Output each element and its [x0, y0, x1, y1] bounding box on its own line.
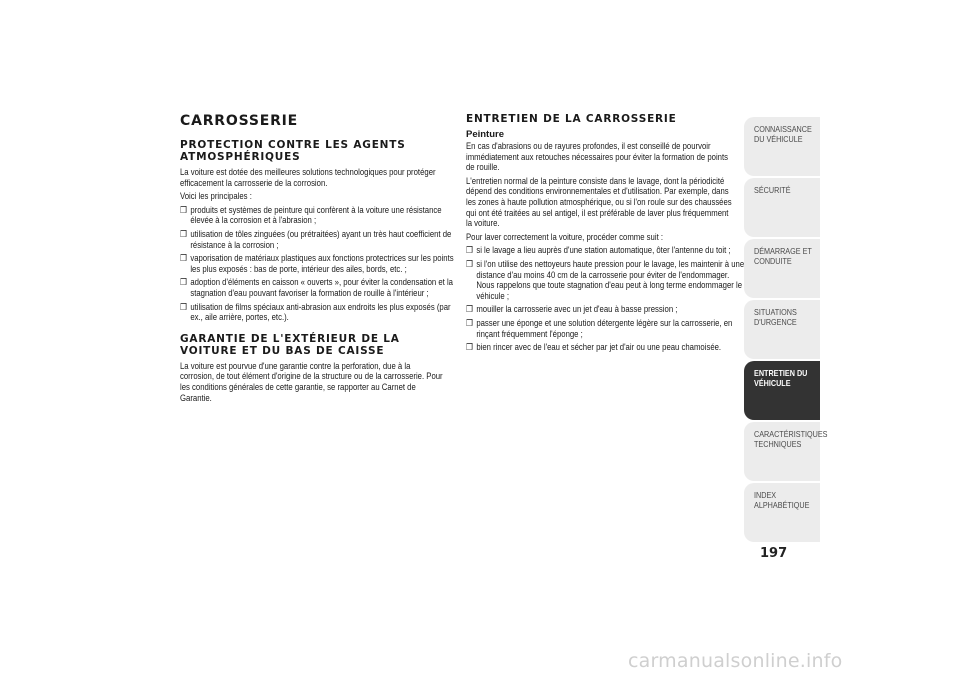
section-heading-guarantee: GARANTIE DE L'EXTÉRIEUR DE LA VOITURE ET DU BAS DE CAISSE [180, 332, 400, 357]
paint-para-1: En cas d'abrasions ou de rayures profondes, il est conseillé de pourvoir immédiatement aux retouches nécessaires pour éviter la formation de points de rouille. [466, 141, 729, 173]
protection-intro: La voiture est dotée des meilleures solutions technologiques pour protéger efficacement la carrosserie de la corrosion. [180, 167, 436, 188]
checkbox-bullet-icon: ❒ [466, 245, 473, 256]
checkbox-bullet-icon: ❒ [466, 304, 473, 315]
list-item: ❒ bien rincer avec de l'eau et sécher par jet d'air ou une peau chamoisée. [466, 342, 722, 353]
list-item: ❒ si le lavage a lieu auprès d'une station automatique, ôter l'antenne du toit ; [466, 245, 731, 256]
tab-securite[interactable]: SÉCURITÉ [744, 178, 820, 237]
list-item: ❒ produits et systèmes de peinture qui confèrent à la voiture une résistance élevée à la corrosion et à l'abrasion ; [180, 204, 442, 226]
tab-index-alphabetique[interactable]: INDEX ALPHABÉTIQUE [744, 483, 820, 542]
wash-list [466, 245, 745, 353]
list-item: ❒ utilisation de films spéciaux anti-abrasion aux endroits les plus exposés (par ex., aile arrière, portes, etc.). [180, 301, 451, 323]
guarantee-body: La voiture est pourvue d'une garantie contre la perforation, due à la corrosion, de tout élément d'origine de la structure ou de la carrosserie. Pour les conditions générales de cette garantie, se rapporter au Carnet de Garantie. [180, 360, 443, 403]
tab-demarrage-et-conduite[interactable]: DÉMARRAGE ET CONDUITE [744, 239, 820, 298]
right-column [466, 113, 745, 356]
wash-lead: Pour laver correctement la voiture, procéder comme suit : [466, 231, 664, 242]
checkbox-bullet-icon: ❒ [180, 228, 187, 239]
checkbox-bullet-icon: ❒ [466, 342, 473, 353]
list-item: ❒ vaporisation de matériaux plastiques aux fonctions protectrices sur les points les plus exposés : bas de porte, intérieur des ailes, bords, etc. ; [180, 253, 454, 274]
subheading-paint: Peinture [466, 129, 505, 140]
protection-list [180, 204, 454, 323]
tab-connaissance-du-vehicule[interactable]: CONNAISSANCE DU VÉHICULE [744, 117, 820, 176]
list-item: ❒ si l'on utilise des nettoyeurs haute pression pour le lavage, les maintenir à une distance d'au moins 40 cm de la carrosserie pour éviter de l'endommager. Nous rappelons que toute stagnation d'eau peut à long terme endommager le véhicule ; [466, 258, 745, 301]
page-title: CARROSSERIE [180, 113, 299, 129]
list-item: ❒ mouiller la carrosserie avec un jet d'eau à basse pression ; [466, 304, 678, 315]
watermark: carmanualsonline.info [628, 650, 843, 672]
list-item: ❒ passer une éponge et une solution détergente légère sur la carrosserie, en rinçant fréquemment l'éponge ; [466, 317, 733, 339]
protection-lead: Voici les principales : [180, 191, 252, 202]
checkbox-bullet-icon: ❒ [466, 258, 473, 269]
list-item: ❒ adoption d'éléments en caisson « ouverts », pour éviter la condensation et la stagnation d'eau pouvant favoriser la formation de rouille à l'intérieur ; [180, 277, 453, 298]
chapter-tabs [744, 117, 828, 544]
tab-entretien-du-vehicule[interactable]: ENTRETIEN DU VÉHICULE [744, 361, 820, 420]
checkbox-bullet-icon: ❒ [180, 277, 187, 288]
checkbox-bullet-icon: ❒ [180, 301, 187, 312]
tab-caracteristiques-techniques[interactable]: CARACTÉRISTIQUES TECHNIQUES [744, 422, 820, 481]
section-heading-protection: PROTECTION CONTRE LES AGENTS ATMOSPHÉRIQUES [180, 139, 406, 163]
checkbox-bullet-icon: ❒ [466, 317, 473, 328]
section-heading-maintenance: ENTRETIEN DE LA CARROSSERIE [466, 113, 677, 125]
list-item: ❒ utilisation de tôles zinguées (ou prétraitées) ayant un très haut coefficient de résistance à la corrosion ; [180, 228, 452, 250]
tab-situations-d-urgence[interactable]: SITUATIONS D'URGENCE [744, 300, 820, 359]
paint-para-2: L'entretien normal de la peinture consiste dans le lavage, dont la périodicité dépend des conditions environnementales et d'utilisation. Par exemple, dans les zones à haute pollution atmosphérique, ou si l'on roule sur des chaussées qui ont été traitées au sel antigel, il est préférable de laver plus fréquemment la voiture. [466, 175, 732, 229]
checkbox-bullet-icon: ❒ [180, 253, 187, 264]
page-number: 197 [760, 546, 788, 561]
left-column [180, 113, 454, 406]
checkbox-bullet-icon: ❒ [180, 204, 187, 215]
